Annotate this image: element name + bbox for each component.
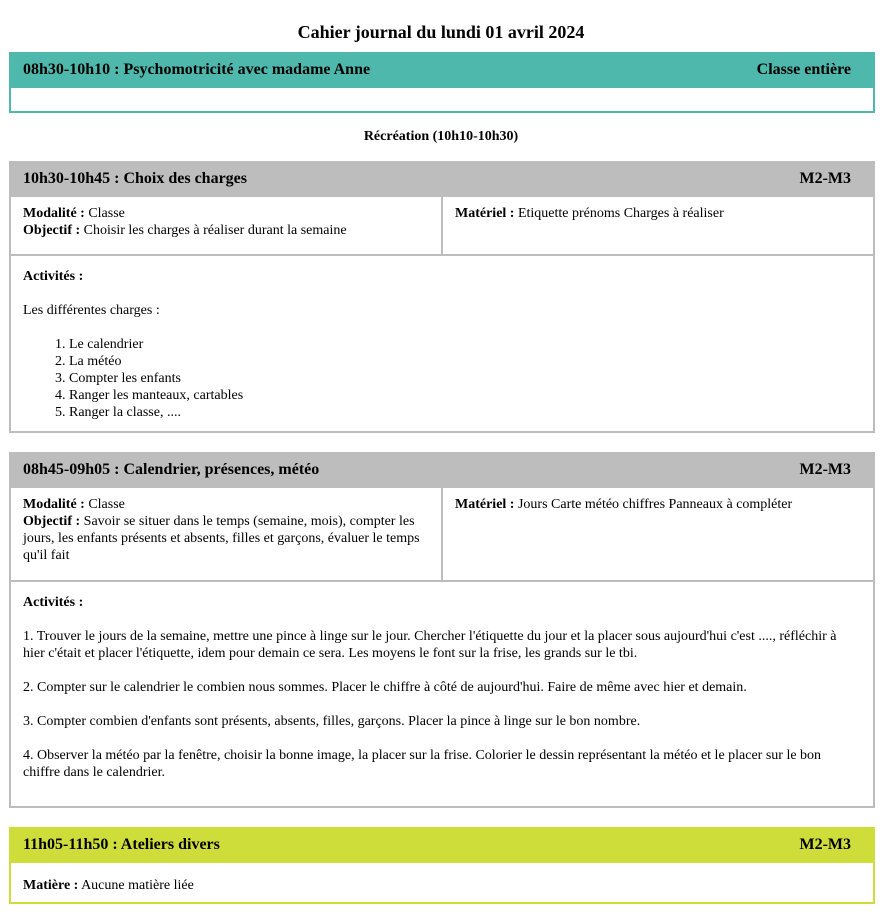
list-item: 4. Ranger les manteaux, cartables — [69, 387, 861, 404]
materiel-label: Matériel : — [455, 497, 515, 512]
objectif-label: Objectif : — [23, 514, 81, 529]
matiere-value: Aucune matière liée — [81, 878, 194, 893]
list-item: 2. La météo — [69, 353, 861, 370]
session-header — [9, 52, 875, 88]
session-group: M2-M3 — [799, 461, 851, 478]
modalite-value: Classe — [88, 497, 125, 512]
session-ateliers — [9, 827, 875, 904]
list-item: 5. Ranger la classe, .... — [69, 404, 861, 421]
modalite-objectif-cell — [11, 488, 443, 580]
activities-label: Activités : — [23, 595, 84, 610]
objectif-value: Choisir les charges à réaliser durant la semaine — [83, 223, 347, 238]
session-time-title: 11h05-11h50 : Ateliers divers — [23, 836, 220, 853]
matiere-cell — [11, 863, 873, 902]
materiel-cell — [443, 488, 873, 580]
materiel-value: Jours Carte météo chiffres Panneaux à compléter — [517, 497, 793, 512]
activities-intro: Les différentes charges : — [23, 303, 160, 318]
list-item: 1. Le calendrier — [69, 336, 861, 353]
modalite-label: Modalité : — [23, 497, 85, 512]
materiel-value: Etiquette prénoms Charges à réaliser — [517, 206, 724, 221]
session-time-title: 08h45-09h05 : Calendrier, présences, météo — [23, 461, 320, 478]
activity-paragraph: 1. Trouver le jours de la semaine, mettre une pince à linge sur le jour. Chercher l'étiquette du jour et la placer sous aujourd'hui c'est ...., réfléchir à hier c'était et placer l'étiquette, idem pour demain ce sera. Les moyens le font sur la frise, les grands sur le tbi. — [23, 629, 837, 661]
activity-paragraph: 2. Compter sur le calendrier le combien nous sommes. Placer le chiffre à côté de aujourd'hui. Faire de même avec hier et demain. — [23, 680, 747, 695]
activities-label: Activités : — [23, 269, 84, 284]
materiel-label: Matériel : — [455, 206, 515, 221]
session-choix-charges — [9, 161, 875, 433]
session-header — [9, 452, 875, 488]
session-calendrier — [9, 452, 875, 808]
activity-paragraph: 4. Observer la météo par la fenêtre, choisir la bonne image, la placer sur la frise. Colorier le dessin représentant la météo et le placer sur le bon chiffre dans le calendrier. — [23, 748, 822, 780]
session-header — [9, 161, 875, 197]
session-details-row — [11, 488, 873, 582]
page-title: Cahier journal du lundi 01 avril 2024 — [297, 22, 585, 42]
session-psychomotricite — [9, 52, 875, 113]
activity-paragraph: 3. Compter combien d'enfants sont présents, absents, filles, garçons. Placer la pince à linge sur le bon nombre. — [23, 714, 641, 729]
objectif-value: Savoir se situer dans le temps (semaine, mois), compter les jours, les enfants présents et absents, filles et garçons, évaluer le temps qu'il fait — [23, 514, 420, 563]
session-group: M2-M3 — [799, 170, 851, 187]
recreation-label: Récréation (10h10-10h30) — [363, 129, 519, 144]
modalite-value: Classe — [88, 206, 125, 221]
objectif-label: Objectif : — [23, 223, 81, 238]
session-header — [9, 827, 875, 863]
session-details-row — [11, 197, 873, 256]
session-time-title: 10h30-10h45 : Choix des charges — [23, 170, 248, 187]
session-group: Classe entière — [756, 61, 851, 78]
activities-section — [11, 256, 873, 421]
session-group: M2-M3 — [799, 836, 851, 853]
charges-list — [23, 336, 861, 421]
list-item: 3. Compter les enfants — [69, 370, 861, 387]
modalite-objectif-cell — [11, 197, 443, 254]
materiel-cell — [443, 197, 873, 254]
session-time-title: 08h30-10h10 : Psychomotricité avec madame Anne — [23, 61, 371, 78]
matiere-label: Matière : — [23, 878, 79, 893]
activities-section — [11, 582, 873, 781]
modalite-label: Modalité : — [23, 206, 85, 221]
